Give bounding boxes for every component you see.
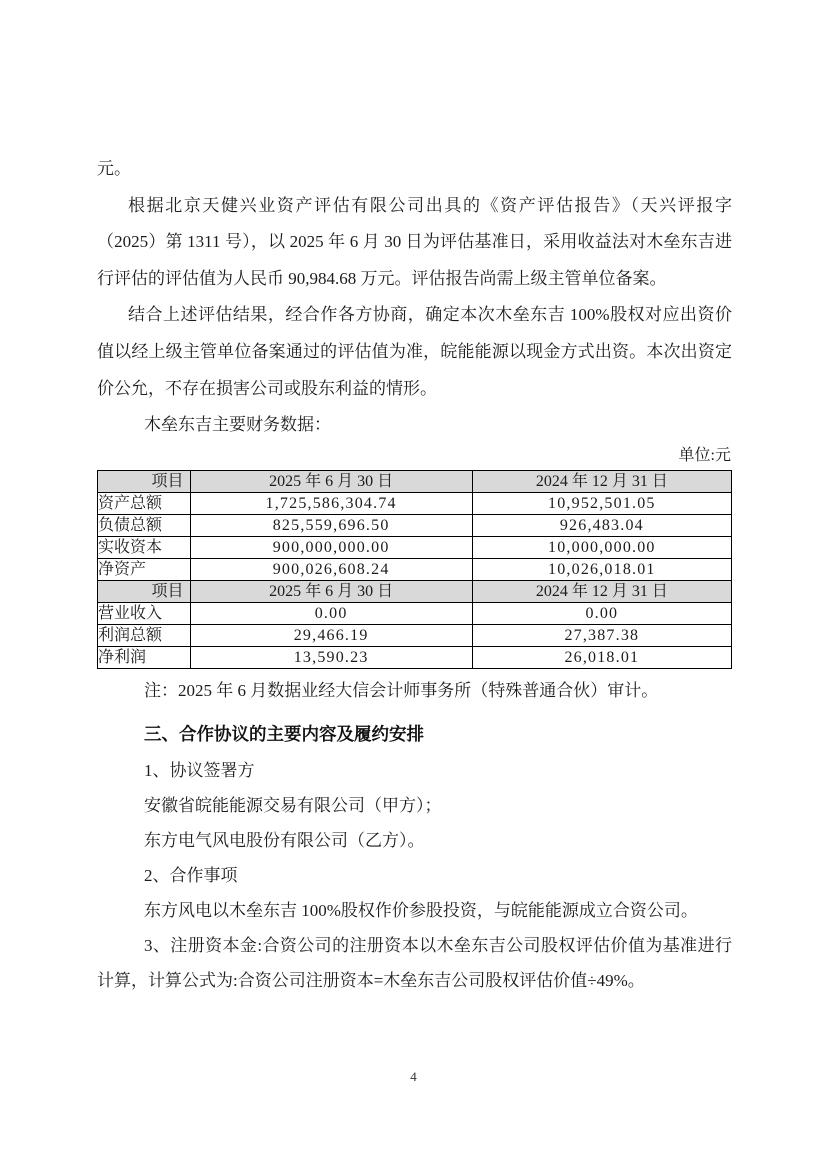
table-row-total-assets [98, 492, 732, 514]
table-unit-label: 单位:元 [678, 446, 731, 464]
row-label: 净利润 [98, 646, 191, 668]
item-cooperation-matters-title: 2、合作事项 [144, 865, 238, 885]
value-2024: 0.00 [472, 602, 731, 624]
paragraph-financial-data-intro: 木垒东吉主要财务数据： [144, 415, 331, 435]
table-row-net-assets [98, 558, 732, 580]
value-2025: 13,590.23 [190, 646, 472, 668]
item-cooperation-matters-detail: 东方风电以木垒东吉 100%股权作价参股投资，与皖能能源成立合资公司。 [144, 900, 698, 920]
value-2024: 10,000,000.00 [472, 536, 731, 558]
value-2025: 29,466.19 [190, 624, 472, 646]
value-2024: 27,387.38 [472, 624, 731, 646]
header-date-2024: 2024 年 12 月 31 日 [472, 580, 731, 602]
page-number: 4 [410, 1069, 417, 1084]
item-party-a: 安徽省皖能能源交易有限公司（甲方）； [144, 795, 442, 815]
audit-note: 注：2025 年 6 月数据业经大信会计师事务所（特殊普通合伙）审计。 [144, 680, 659, 700]
value-2025: 1,725,586,304.74 [190, 492, 472, 514]
row-label: 实收资本 [98, 536, 191, 558]
table-row-total-liabilities [98, 514, 732, 536]
value-2025: 825,559,696.50 [190, 514, 472, 536]
header-date-2025: 2025 年 6 月 30 日 [190, 580, 472, 602]
row-label: 利润总额 [98, 624, 191, 646]
page-content [97, 151, 732, 998]
value-2025: 900,026,608.24 [190, 558, 472, 580]
value-2024: 10,952,501.05 [472, 492, 731, 514]
header-date-2024: 2024 年 12 月 31 日 [472, 470, 731, 492]
row-label: 资产总额 [98, 492, 191, 514]
item-party-b: 东方电气风电股份有限公司（乙方）。 [144, 830, 425, 850]
value-2025: 900,000,000.00 [190, 536, 472, 558]
value-2024: 926,483.04 [472, 514, 731, 536]
section-heading-cooperation-agreement: 三、合作协议的主要内容及履约安排 [144, 723, 424, 744]
value-2024: 26,018.01 [472, 646, 731, 668]
paragraph-valuation-result: 结合上述评估结果，经合作各方协商，确定本次木垒东吉 100%股权对应出资价值以经上级主管单位备案通过的评估值为准，皖能能源以现金方式出资。本次出资定价公允，不存在损害公司或股东利益的情形。 [97, 305, 732, 398]
row-label: 负债总额 [98, 514, 191, 536]
balance-header-row [98, 470, 732, 492]
paragraph-valuation-report: 根据北京天健兴业资产评估有限公司出具的《资产评估报告》（天兴评报字（2025）第 1311 号），以 2025 年 6 月 30 日为评估基准日，采用收益法对木垒东吉进行评估的评估值为人民币 90,984.68 万元。评估报告尚需上级主管单位备案。 [97, 195, 732, 288]
value-2025: 0.00 [190, 602, 472, 624]
item-registered-capital: 3、注册资本金:合资公司的注册资本以木垒东吉公司股权评估价值为基准进行计算，计算公式为:合资公司注册资本=木垒东吉公司股权评估价值÷49%。 [97, 935, 732, 990]
value-2024: 10,026,018.01 [472, 558, 731, 580]
table-row-total-profit [98, 624, 732, 646]
header-date-2025: 2025 年 6 月 30 日 [190, 470, 472, 492]
financial-data-table [97, 470, 732, 669]
row-label: 营业收入 [98, 602, 191, 624]
income-header-row [98, 580, 732, 602]
row-label: 净资产 [98, 558, 191, 580]
table-row-operating-revenue [98, 602, 732, 624]
item-signing-parties-title: 1、协议签署方 [144, 760, 255, 780]
header-item-label: 项目 [98, 580, 191, 602]
table-row-net-profit [98, 646, 732, 668]
header-item-label: 项目 [98, 470, 191, 492]
paragraph-fragment: 元。 [97, 159, 131, 178]
table-row-paid-in-capital [98, 536, 732, 558]
